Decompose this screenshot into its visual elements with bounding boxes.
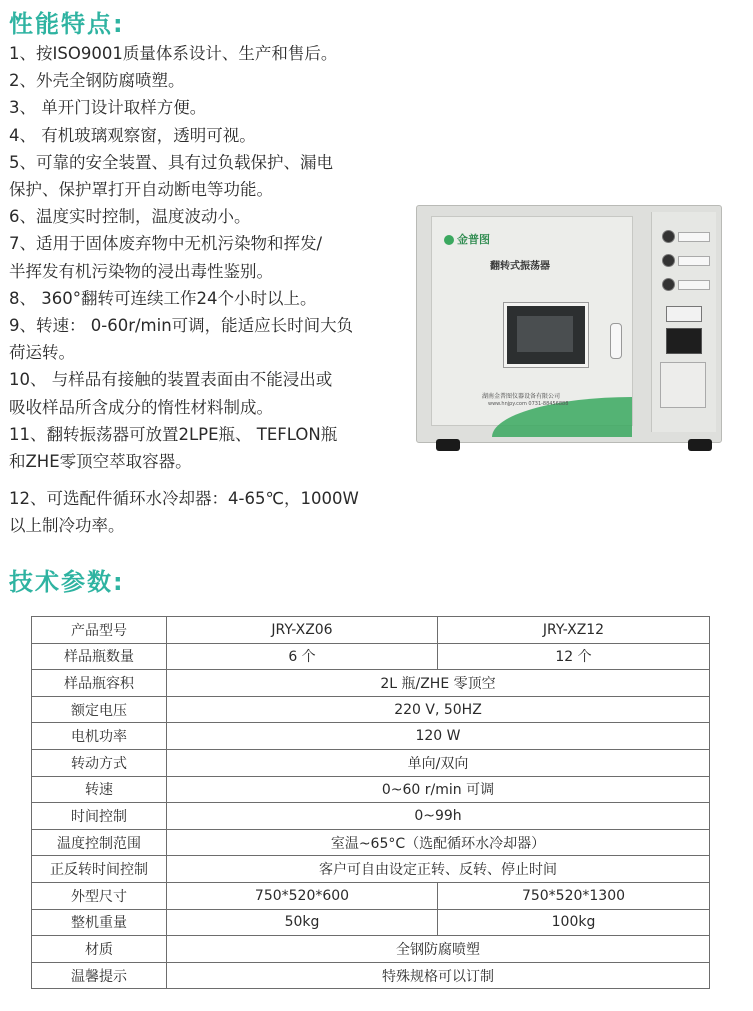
feature-line: 3、 单开门设计取样方便。 bbox=[9, 98, 207, 118]
feature-line: 1、按ISO9001质量体系设计、生产和售后。 bbox=[9, 44, 338, 63]
table-row bbox=[32, 882, 710, 909]
knob-icon bbox=[662, 230, 675, 243]
spec-label: 外型尺寸 bbox=[32, 882, 167, 909]
spec-value: JRY-XZ12 bbox=[438, 617, 710, 644]
spec-value: 50kg bbox=[167, 909, 438, 936]
knob-label-plate bbox=[678, 280, 710, 290]
feature-list bbox=[9, 40, 429, 540]
feature-line: 和ZHE零顶空萃取容器。 bbox=[9, 452, 192, 472]
spec-value: 6 个 bbox=[167, 643, 438, 670]
company-name: 湖南金普图仪器设备有限公司 bbox=[482, 393, 561, 400]
digital-display bbox=[666, 328, 702, 354]
feature-line: 12、可选配件循环水冷却器：4-65℃，1000W bbox=[9, 489, 359, 509]
feature-line: 以上制冷功率。 bbox=[9, 516, 125, 536]
spec-value: 0~99h bbox=[167, 803, 710, 830]
spec-label: 转动方式 bbox=[32, 749, 167, 776]
spec-value: 750*520*1300 bbox=[438, 882, 710, 909]
table-row bbox=[32, 696, 710, 723]
spec-value: 客户可自由设定正转、反转、停止时间 bbox=[167, 856, 710, 883]
knob-label-plate bbox=[678, 232, 710, 242]
table-row bbox=[32, 643, 710, 670]
control-panel bbox=[651, 212, 716, 432]
spec-label: 整机重量 bbox=[32, 909, 167, 936]
feature-line: 6、温度实时控制，温度波动小。 bbox=[9, 207, 251, 227]
spec-label: 材质 bbox=[32, 936, 167, 963]
table-row bbox=[32, 829, 710, 856]
feature-line: 4、 有机玻璃观察窗，透明可视。 bbox=[9, 125, 256, 145]
spec-label: 转速 bbox=[32, 776, 167, 803]
feature-line: 8、 360°翻转可连续工作24个小时以上。 bbox=[9, 288, 317, 308]
feature-line: 半挥发有机污染物的浸出毒性鉴别。 bbox=[9, 261, 273, 281]
table-row bbox=[32, 936, 710, 963]
spec-value: 120 W bbox=[167, 723, 710, 750]
observation-window bbox=[504, 303, 588, 367]
spec-label: 温度控制范围 bbox=[32, 829, 167, 856]
brand-name: 金普图 bbox=[457, 233, 490, 246]
feature-line: 7、适用于固体废弃物中无机污染物和挥发/ bbox=[9, 234, 323, 254]
cabinet-door bbox=[431, 216, 633, 426]
table-row bbox=[32, 617, 710, 644]
feature-line: 荷运转。 bbox=[9, 343, 75, 363]
table-row bbox=[32, 723, 710, 750]
knob-label-plate bbox=[678, 256, 710, 266]
spec-value: 100kg bbox=[438, 909, 710, 936]
timer-display bbox=[666, 306, 702, 322]
spec-value: JRY-XZ06 bbox=[167, 617, 438, 644]
window-interior bbox=[517, 316, 573, 352]
spec-value: 12 个 bbox=[438, 643, 710, 670]
spec-label: 电机功率 bbox=[32, 723, 167, 750]
table-row bbox=[32, 670, 710, 697]
spec-label: 正反转时间控制 bbox=[32, 856, 167, 883]
spec-value: 特殊规格可以订制 bbox=[167, 962, 710, 989]
table-row bbox=[32, 776, 710, 803]
cabinet-foot bbox=[436, 439, 460, 451]
product-photo bbox=[416, 205, 724, 455]
speed-control-plate bbox=[660, 362, 706, 408]
spec-label: 样品瓶数量 bbox=[32, 643, 167, 670]
spec-table bbox=[31, 616, 710, 989]
door-handle bbox=[610, 323, 622, 359]
table-row bbox=[32, 803, 710, 830]
spec-value: 220 V, 50HZ bbox=[167, 696, 710, 723]
brand-logo-icon bbox=[444, 235, 454, 245]
cabinet-body bbox=[416, 205, 722, 443]
spec-value: 单向/双向 bbox=[167, 749, 710, 776]
device-model-name: 翻转式振荡器 bbox=[490, 261, 550, 272]
table-row bbox=[32, 909, 710, 936]
spec-value: 2L 瓶/ZHE 零顶空 bbox=[167, 670, 710, 697]
feature-line: 吸收样品所含成分的惰性材料制成。 bbox=[9, 397, 273, 417]
specs-title: 技术参数: bbox=[9, 568, 125, 596]
spec-value: 全钢防腐喷塑 bbox=[167, 936, 710, 963]
knob-icon bbox=[662, 278, 675, 291]
table-row bbox=[32, 749, 710, 776]
feature-line: 11、翻转振荡器可放置2LPE瓶、 TEFLON瓶 bbox=[9, 424, 338, 444]
feature-line: 5、可靠的安全装置、具有过负载保护、漏电 bbox=[9, 152, 333, 172]
company-contact: www.hnjpy.com 0731-88456888 bbox=[488, 401, 569, 407]
spec-value: 0~60 r/min 可调 bbox=[167, 776, 710, 803]
spec-label: 产品型号 bbox=[32, 617, 167, 644]
brand-logo bbox=[444, 231, 490, 247]
feature-line: 保护、保护罩打开自动断电等功能。 bbox=[9, 180, 273, 200]
spec-label: 样品瓶容积 bbox=[32, 670, 167, 697]
feature-line: 10、 与样品有接触的装置表面由不能浸出或 bbox=[9, 370, 333, 390]
spec-label: 额定电压 bbox=[32, 696, 167, 723]
features-title: 性能特点: bbox=[9, 10, 125, 38]
spec-label: 温馨提示 bbox=[32, 962, 167, 989]
cabinet-foot bbox=[688, 439, 712, 451]
spec-value: 750*520*600 bbox=[167, 882, 438, 909]
feature-line: 9、转速： 0-60r/min可调，能适应长时间大负 bbox=[9, 316, 354, 336]
spec-value: 室温~65°C（选配循环水冷却器） bbox=[167, 829, 710, 856]
spec-label: 时间控制 bbox=[32, 803, 167, 830]
knob-icon bbox=[662, 254, 675, 267]
table-row bbox=[32, 962, 710, 989]
table-row bbox=[32, 856, 710, 883]
feature-line: 2、外壳全钢防腐喷塑。 bbox=[9, 71, 185, 91]
